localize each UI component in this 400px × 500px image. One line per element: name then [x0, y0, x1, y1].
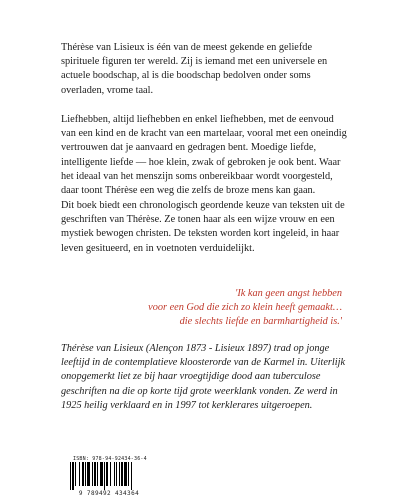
book-description-paragraph: Dit boek biedt een chronologisch geordende keuze van teksten uit de geschriften van Thérèse. Ze tonen haar als een wijze vrouw en een mystiek bewogen christen. De teksten worden kort ingeleid, in haar leven gesitueerd, en in voetnoten verduidelijkt. — [61, 200, 345, 254]
barcode-bar — [97, 462, 98, 486]
barcode-bar — [124, 462, 127, 486]
intro-paragraph: Thérèse van Lisieux is één van de meest gekende en geliefde spirituele figuren ter wereld. Zij is iemand met een universele en actuele boodschap, al is die boodschap bedolven onder soms overladen, vrome taal. — [61, 42, 328, 96]
love-paragraph: Liefhebben, altijd liefhebben en enkel liefhebben, met de eenvoud van een kind en de kracht van een martelaar, vooral met een oneindig vertrouwen dat je aanvaard en gedragen bent. Moedige liefde, intelligente liefde — hoe klein, zwak of gebroken je ook bent. Waar het ideaal van het menszijn soms onbereikbaar wordt voorgesteld, daar toont Thérèse een weg die zelfs de broze mens kan gaan. — [61, 114, 347, 197]
pull-quote — [42, 287, 342, 330]
quote-line: voor een God die zich zo klein heeft gemaakt… — [148, 302, 342, 314]
barcode-bar — [92, 462, 93, 486]
barcode-digits: 9 789492 434364 — [78, 490, 140, 497]
barcode-bar — [121, 462, 123, 486]
barcode-bar — [82, 462, 84, 486]
barcode-bar — [131, 462, 132, 490]
barcode-bar — [87, 462, 90, 486]
barcode-bar — [106, 462, 108, 486]
barcode-bar — [119, 462, 120, 486]
barcode-bar — [70, 462, 71, 490]
barcode-bar — [94, 462, 96, 486]
barcode-bar — [104, 462, 105, 490]
barcode — [64, 462, 154, 498]
barcode-bar — [116, 462, 117, 486]
barcode-bar — [110, 462, 111, 486]
isbn-label: ISBN: 978-94-92434-36-4 — [73, 456, 147, 462]
barcode-bar — [114, 462, 115, 486]
quote-line: 'Ik kan geen angst hebben — [235, 288, 342, 299]
author-bio: Thérèse van Lisieux (Alençon 1873 - Lisieux 1897) trad op jonge leeftijd in de contemplatieve kloosterorde van de Karmel in. Uiterlijk onopgemerkt liet ze bij haar vroegtijdige dood aan tuberculose geschriften na die op korte tijd grote weerklank vonden. Ze werd in 1925 heilig verklaard en in 1997 tot kerklerares uitgeroepen. — [61, 343, 346, 411]
barcode-bar — [72, 462, 74, 490]
quote-line: die slechts liefde en barmhartigheid is.' — [179, 316, 342, 328]
barcode-bar — [79, 462, 80, 486]
barcode-bar — [75, 462, 76, 486]
barcode-bars — [64, 462, 154, 490]
barcode-bar — [85, 462, 86, 486]
barcode-bar — [128, 462, 129, 486]
barcode-bar — [100, 462, 103, 486]
